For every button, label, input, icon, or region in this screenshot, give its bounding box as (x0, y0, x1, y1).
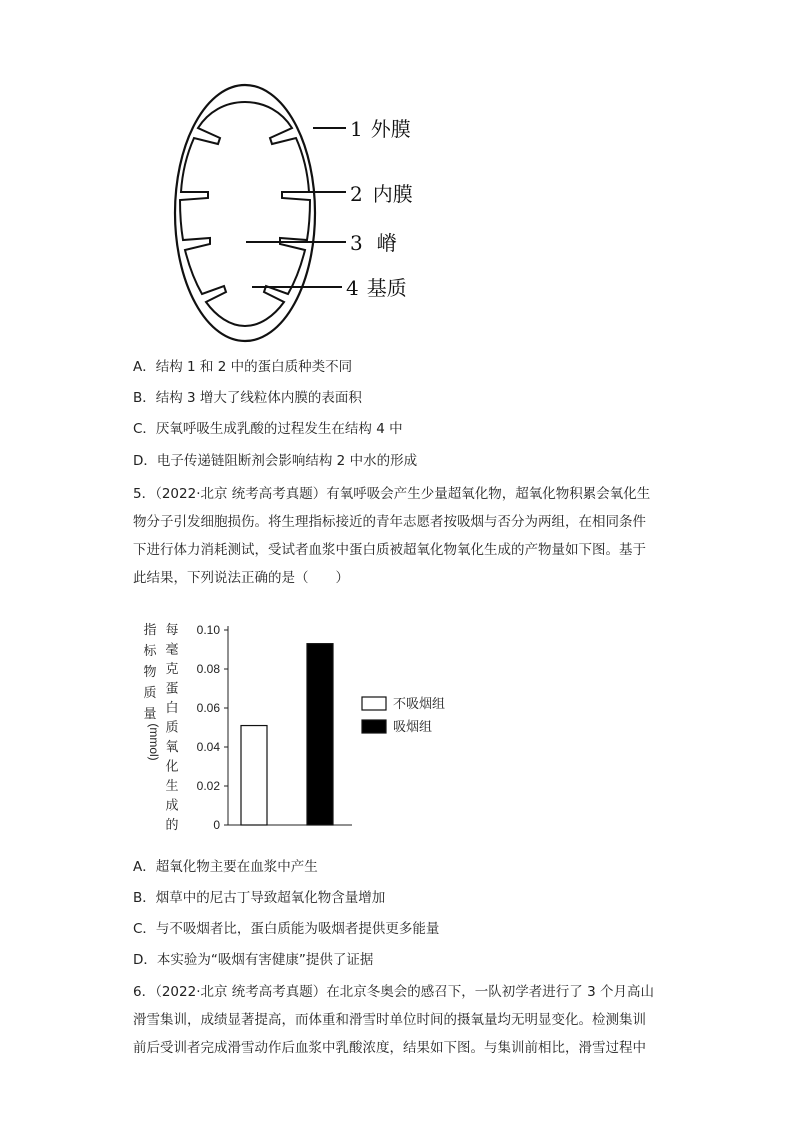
y-axis-label-char: 氧 (165, 740, 179, 755)
y-axis-label-char: 每 (165, 623, 179, 638)
label-outer-membrane: 1 外膜 (350, 117, 411, 141)
y-axis-label-char: 质 (143, 686, 157, 701)
y-axis-label-char: 标 (143, 644, 157, 659)
y-axis-label-char: 量 (143, 707, 157, 722)
y-axis-label-char: 克 (165, 662, 179, 677)
y-tick-label: 0.06 (196, 701, 220, 715)
q6-stem (133, 978, 661, 1062)
y-tick-label: 0.02 (196, 779, 220, 793)
q6-stem-line: 前后受训者完成滑雪动作后血浆中乳酸浓度，结果如下图。与集训前相比，滑雪过程中 (133, 1040, 646, 1056)
y-axis-label-char: 毫 (165, 642, 179, 658)
y-axis-label-char: 生 (165, 779, 179, 794)
q6-stem-line: 6．（2022·北京 统考高考真题）在北京冬奥会的感召下，一队初学者进行了 3 个月高山 (133, 984, 654, 1000)
q5-stem-line: 此结果，下列说法正确的是（ ） (133, 570, 349, 586)
q5-stem-line: 下进行体力消耗测试，受试者血浆中蛋白质被超氧化物氧化生成的产物量如下图。基于 (133, 542, 646, 558)
q4-option-a: A．结构 1 和 2 中的蛋白质种类不同 (133, 359, 353, 375)
q5-stem-line: 物分子引发细胞损伤。将生理指标接近的青年志愿者按吸烟与否分为两组，在相同条件 (133, 514, 646, 530)
q5-stem-line: 5．（2022·北京 统考高考真题）有氧呼吸会产生少量超氧化物，超氧化物积累会氧化生 (133, 486, 651, 502)
q5-option-b: B．烟草中的尼古丁导致超氧化物含量增加 (133, 890, 386, 906)
label-matrix: 4 基质 (346, 276, 407, 300)
y-axis-label-char: 成 (165, 798, 179, 814)
y-axis-label-char: 物 (143, 665, 157, 680)
bar-smoker (307, 644, 333, 825)
legend-label: 吸烟组 (393, 720, 433, 735)
y-axis-label-char: 的 (165, 818, 179, 833)
y-tick-label: 0.08 (196, 662, 220, 676)
label-inner-membrane: 2 内膜 (350, 182, 413, 206)
q4-option-d: D．电子传递链阻断剂会影响结构 2 中水的形成 (133, 453, 418, 469)
y-tick-label: 0.10 (196, 623, 220, 637)
bar-non-smoker (241, 726, 267, 825)
mitochondrion-diagram (170, 80, 450, 350)
y-axis-label-char: 蛋 (165, 681, 179, 697)
q5-option-a: A．超氧化物主要在血浆中产生 (133, 859, 318, 875)
y-tick-label: 0.04 (196, 740, 220, 754)
y-axis-label-char: 指 (143, 623, 157, 638)
q4-option-c: C．厌氧呼吸生成乳酸的过程发生在结构 4 中 (133, 421, 403, 437)
bar-chart (130, 612, 470, 837)
q4-option-b: B．结构 3 增大了线粒体内膜的表面积 (133, 390, 362, 406)
q5-option-d: D．本实验为“吸烟有害健康”提供了证据 (133, 952, 374, 968)
legend-swatch (362, 697, 386, 710)
q5-option-c: C．与不吸烟者比，蛋白质能为吸烟者提供更多能量 (133, 921, 440, 937)
label-cristae: 3 嵴 (350, 231, 397, 255)
y-tick-label: 0 (213, 818, 220, 832)
y-axis-label-char: 化 (165, 759, 179, 775)
y-axis-label-char: 白 (165, 701, 179, 716)
legend-swatch (362, 720, 386, 733)
y-axis-label-char: 质 (165, 720, 179, 736)
y-axis-label-unit: (mmol) (147, 723, 161, 761)
q6-stem-line: 滑雪集训，成绩显著提高，而体重和滑雪时单位时间的摄氧量均无明显变化。检测集训 (133, 1012, 646, 1028)
legend-label: 不吸烟组 (393, 697, 446, 712)
q5-stem (133, 480, 661, 592)
outer-membrane (175, 85, 315, 341)
